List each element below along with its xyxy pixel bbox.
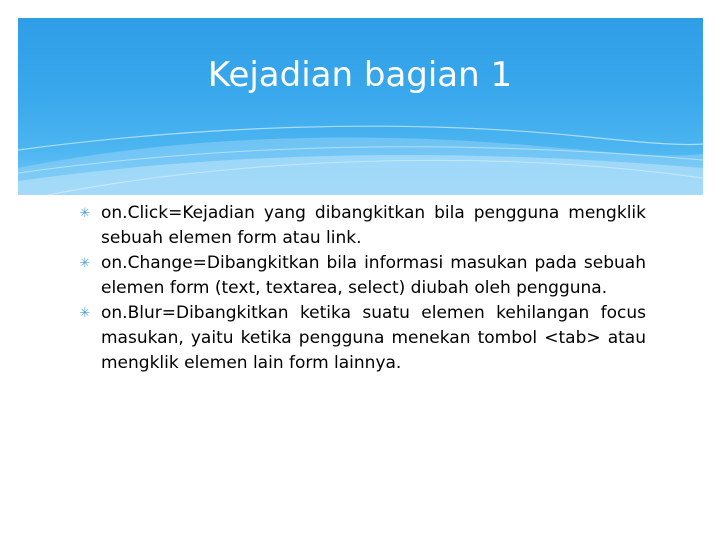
list-item [78, 201, 646, 251]
asterisk-bullet-icon: ✳ [79, 206, 91, 221]
banner-wave-decoration [18, 18, 703, 195]
list-item [78, 251, 646, 301]
bullet-text: on.Click=Kejadian yang dibangkitkan bila pengguna mengklik sebuah elemen form atau link. [101, 203, 646, 248]
asterisk-bullet-icon: ✳ [79, 306, 91, 321]
bullet-text: on.Change=Dibangkitkan bila informasi masukan pada sebuah elemen form (text, textarea, select) diubah oleh pengguna. [101, 253, 646, 298]
title-banner [18, 18, 703, 195]
bullet-text: on.Blur=Dibangkitkan ketika suatu elemen kehilangan focus masukan, yaitu ketika pengguna menekan tombol <tab> atau mengklik elemen lain form lainnya. [101, 303, 646, 373]
slide-title: Kejadian bagian 1 [207, 55, 513, 95]
asterisk-bullet-icon: ✳ [79, 256, 91, 271]
list-item [78, 301, 646, 376]
bullet-list [78, 201, 646, 376]
